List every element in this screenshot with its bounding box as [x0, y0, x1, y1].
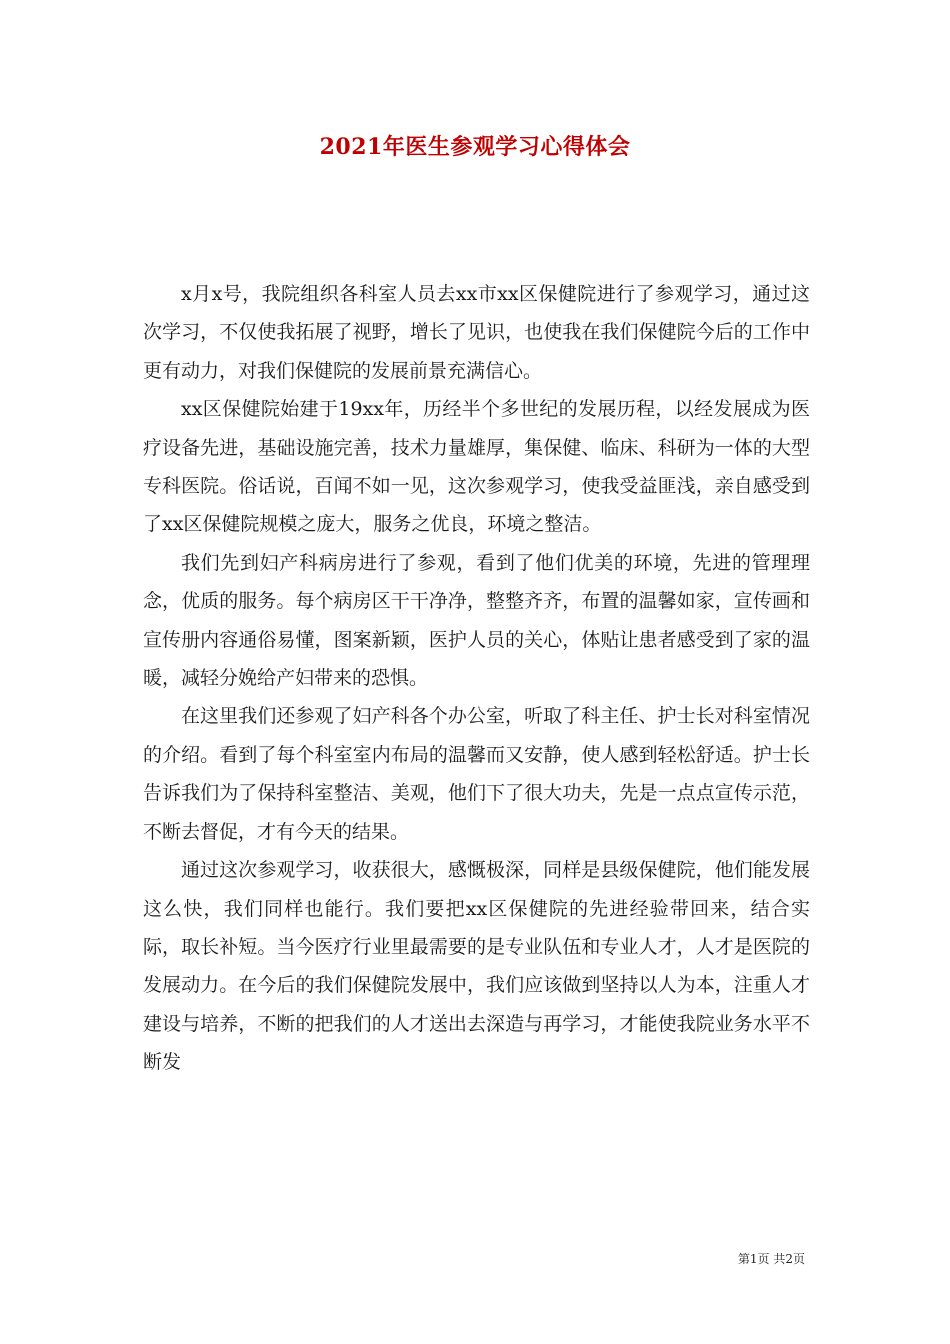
paragraph-3: 我们先到妇产科病房进行了参观，看到了他们优美的环境，先进的管理理念，优质的服务。每个病房区干干净净，整整齐齐，布置的温馨如家，宣传画和宣传册内容通俗易懂，图案新颖，医护人员的关心，体贴让患者感受到了家的温暖，减轻分娩给产妇带来的恐惧。 [143, 551, 810, 690]
document-body [143, 275, 810, 1082]
paragraph-5: 通过这次参观学习，收获很大，感慨极深，同样是县级保健院，他们能发展这么快，我们同样也能行。我们要把xx区保健院的先进经验带回来，结合实际，取长补短。当今医疗行业里最需要的是专业队伍和专业人才，人才是医院的发展动力。在今后的我们保健院发展中，我们应该做到坚持以人为本，注重人才建设与培养，不断的把我们的人才送出去深造与再学习，才能使我院业务水平不断发 [143, 859, 810, 1074]
paragraph-4: 在这里我们还参观了妇产科各个办公室，听取了科主任、护士长对科室情况的介绍。看到了每个科室室内布局的温馨而又安静，使人感到轻松舒适。护士长告诉我们为了保持科室整洁、美观，他们下了很大功夫，先是一点点宣传示范，不断去督促，才有今天的结果。 [143, 705, 810, 843]
paragraph-1: x月x号，我院组织各科室人员去xx市xx区保健院进行了参观学习，通过这次学习，不仅使我拓展了视野，增长了见识，也使我在我们保健院今后的工作中更有动力，对我们保健院的发展前景充满信心。 [143, 283, 810, 382]
page-number: 第1页 共2页 [737, 1252, 805, 1266]
document-title: 2021年医生参观学习心得体会 [319, 134, 631, 160]
paragraph-2: xx区保健院始建于19xx年，历经半个多世纪的发展历程，以经发展成为医疗设备先进，基础设施完善，技术力量雄厚，集保健、临床、科研为一体的大型专科医院。俗话说，百闻不如一见，这次参观学习，使我受益匪浅，亲自感受到了xx区保健院规模之庞大，服务之优良，环境之整洁。 [143, 398, 810, 536]
